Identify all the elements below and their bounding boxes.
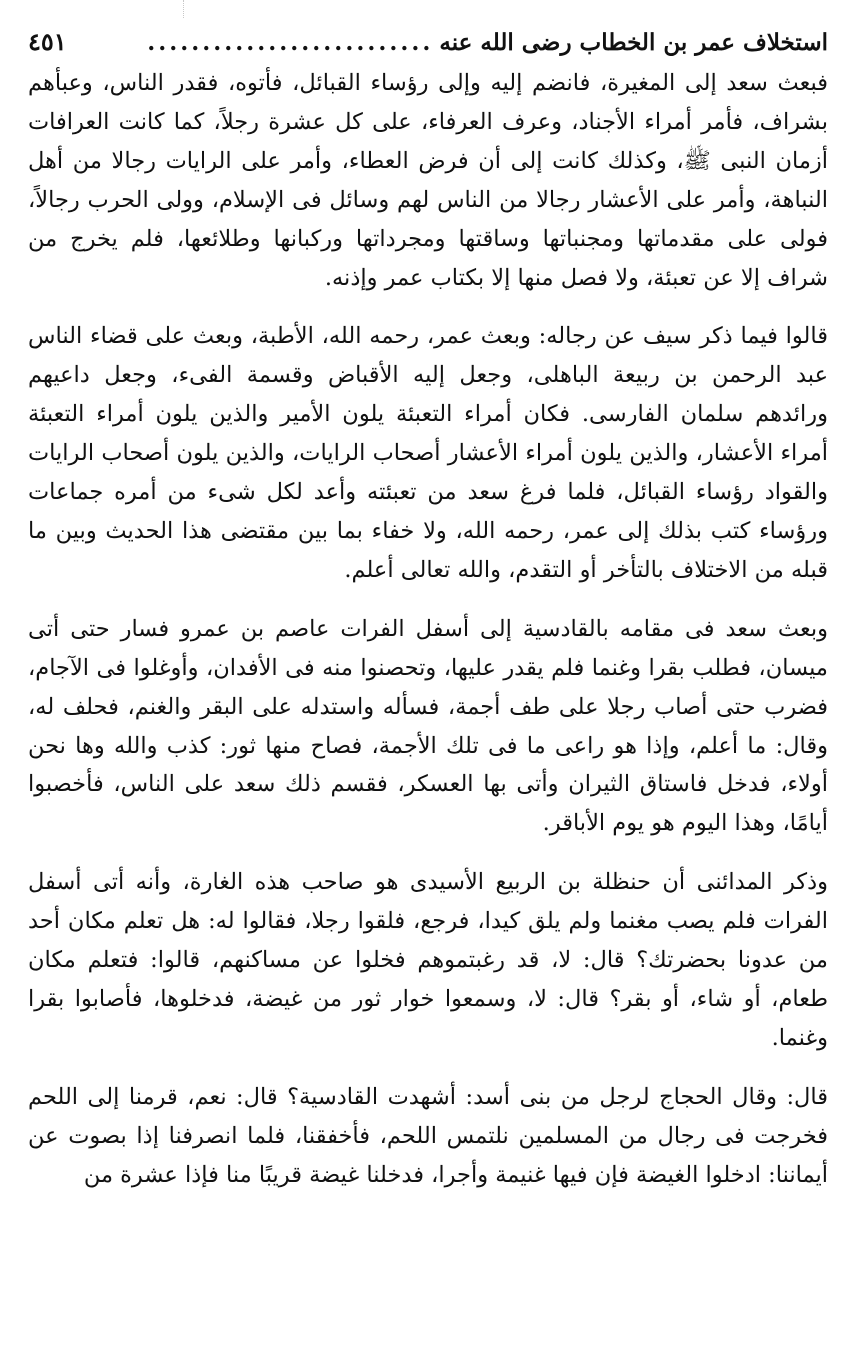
paragraph-4: وذكر المدائنى أن حنظلة بن الربيع الأسيدى هو صاحب هذه الغارة، وأنه أتى أسفل الفرات فلم يصب مغنما ولم يلق كيدا، فرجع، فلقوا رجلا، فقالوا له: هل تعلم مكان أحد من عدونا بحضرتك؟ قال: لا، قد رغبتموهم فخلوا عن مساكنهم، قالوا: فتعلم مكان طعام، أو شاء، أو بقر؟ قال: لا، وسمعوا خوار ثور من غيضة، فدخلوها، فأصابوا بقرا وغنما. (28, 869, 828, 1051)
running-header (28, 20, 828, 64)
chapter-title: استخلاف عمر بن الخطاب رضى الله عنه (439, 29, 828, 56)
book-page (28, 20, 828, 1194)
paragraph-1: فبعث سعد إلى المغيرة، فانضم إليه وإلى رؤساء القبائل، فأتوه، فقدر الناس، وعبأهم بشراف، فأمر أمراء الأجناد، وعرف العرفاء، على كل عشرة رجلاً، كما كانت العرافات أزمان النبى ﷺ، وكذلك كانت إلى أن فرض العطاء، وأمر على الرايات رجالا من أهل النباهة، وأمر على الأعشار رجالا من الناس لهم وسائل فى الإسلام، وولى الحرب رجالاً، فولى على مقدماتها ومجنباتها وساقتها ومجرداتها وركبانها وطلائعها، فلم يخرج من شراف إلا عن تعبئة، ولا فصل منها إلا بكتاب عمر وإذنه. (28, 70, 828, 291)
page-number: ٤٥١ (28, 27, 67, 56)
leader-dots: .......................... (147, 29, 434, 56)
scan-artifact (183, 0, 190, 18)
paragraph-5: قال: وقال الحجاج لرجل من بنى أسد: أشهدت القادسية؟ قال: نعم، قرمنا إلى اللحم فخرجت فى رجال من المسلمين نلتمس اللحم، فأخفقنا، فلما انصرفنا إذا بصوت عن أيماننا: ادخلوا الغيضة فإن فيها غنيمة وأجرا، فدخلنا غيضة قريبًا منا فإذا عشرة من (28, 1083, 828, 1188)
paragraph-3: وبعث سعد فى مقامه بالقادسية إلى أسفل الفرات عاصم بن عمرو فسار حتى أتى ميسان، فطلب بقرا وغنما فلم يقدر عليها، وتحصنوا منه فى الأفدان، وأوغلوا فى الآجام، فضرب حتى أصاب رجلا على طف أجمة، فسأله واستدله على البقر والغنم، فحلف له، وقال: ما أعلم، وإذا هو راعى ما فى تلك الأجمة، فصاح منها ثور: كذب والله وها نحن أولاء، فدخل فاستاق الثيران وأتى بها العسكر، فقسم ذلك سعد على الناس، فأخصبوا أيامًا، وهذا اليوم هو يوم الأباقر. (28, 615, 828, 837)
paragraph-2: قالوا فيما ذكر سيف عن رجاله: وبعث عمر، رحمه الله، الأطبة، وبعث على قضاء الناس عبد الرحمن بن ربيعة الباهلى، وجعل إليه الأقباض وقسمة الفىء، وجعل داعيهم ورائدهم سلمان الفارسى. فكان أمراء التعبئة يلون الأمير والذين يلون أمراء التعبئة أمراء الأعشار، والذين يلون أمراء الأعشار أصحاب الرايات، والذين يلون أصحاب الرايات والقواد رؤساء القبائل، فلما فرغ سعد من تعبئته وأعد لكل شىء من أمره جماعات ورؤساء كتب بذلك إلى عمر، رحمه الله، ولا خفاء بما بين مقتضى هذا الحديث وبين ما قبله من الاختلاف بالتأخر أو التقدم، والله تعالى أعلم. (28, 323, 828, 583)
